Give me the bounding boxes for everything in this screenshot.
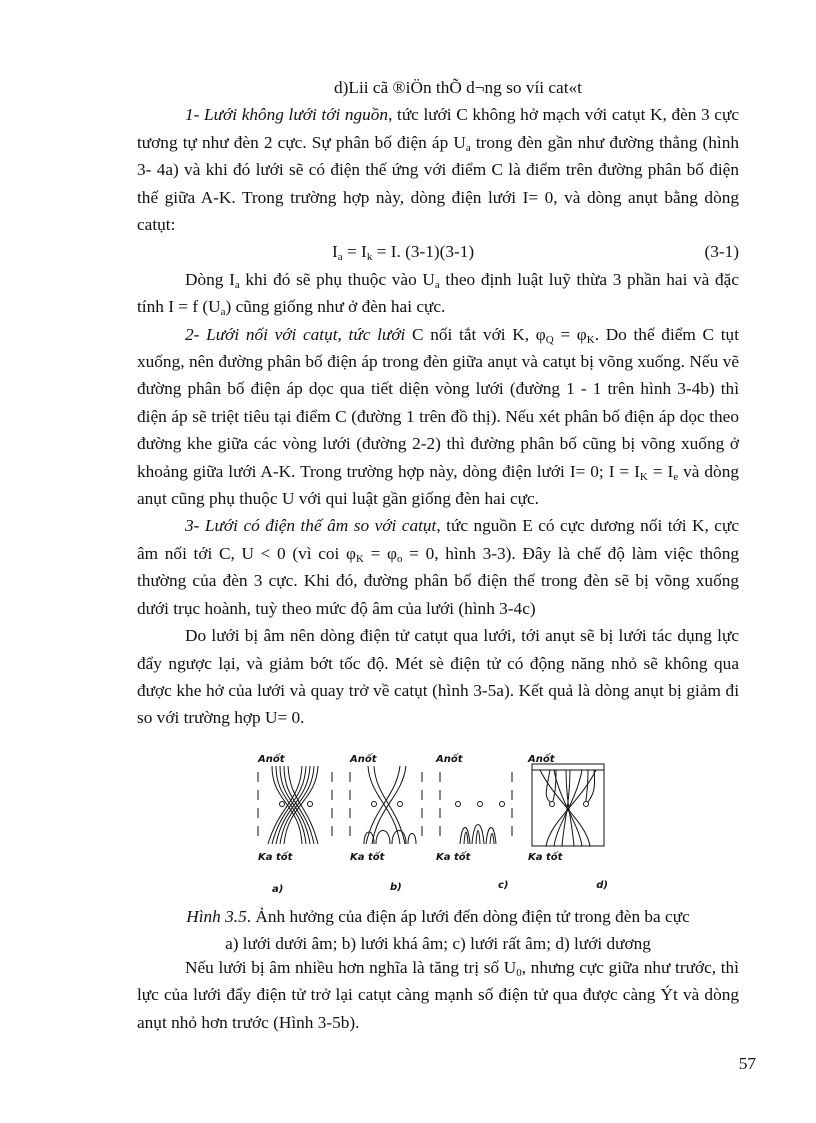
anode-label-c: Anốt: [436, 754, 463, 765]
paragraph-grid-to-cathode: 2- Lưới nối với catụt, tức lưới C nối tắt với K, $\varphi_Q = \varphi_K$. Do thế điểm C tụt xuống, nên đường phân bố điện áp trong đèn giữa anụt và catụt bị võng xuống. Nếu vẽ đường phân bố điện áp dọc qua tiết diện vòng lưới (đường 1 - 1 trên hình 3-4b) thì điện áp sẽ triệt tiêu tại điểm C (đường 1 trên đồ thị). Nếu xét phân bố điện áp dọc theo đường khe giữa các vòng lưới (đường 2-2) thì đường phân bố cũng bị võng xuống ở khoảng giữa lưới A-K. Trong trường hợp này, dòng điện lưới I= 0; $I = I_K = I_e$ và dòng anụt cũng phụ thuộc U với qui luật gần giống đèn hai cực.: [137, 324, 739, 509]
paragraph-more-negative: Nếu lưới bị âm nhiều hơn nghĩa là tăng trị số $U_0$, nhưng cực giữa như trước, thì lực của lưới đẩy điện tử trở lại catụt càng mạnh số điện tử qua được càng Ýt và dòng anụt nhỏ hơn trước (Hình 3-5b).: [137, 958, 739, 1032]
body-text-bottom: [137, 954, 739, 1036]
equation-3-1: [137, 238, 739, 265]
figure-caption: [137, 903, 739, 957]
page-number: 57: [738, 1054, 756, 1073]
figure-3-5: [250, 752, 610, 902]
panel-a-drawing: [258, 766, 332, 844]
cathode-label-d: Ka tốt: [528, 852, 563, 863]
paragraph-electron-repel: Do lưới bị âm nên dòng điện tử catụt qua lưới, tới anụt sẽ bị lưới tác dụng lực đẩy ngược lại, và giảm bớt tốc độ. Mét sè điện tử có động năng nhỏ sẽ không qua được khe hở của lưới và quay trở về catụt (hình 3-5a). Kết quả là dòng anụt bị giảm đi so với trường hợp U= 0.: [137, 626, 739, 728]
panel-b-drawing: [350, 766, 422, 844]
panel-label-a: a): [272, 884, 284, 895]
equation-body: $I_a = I_k = I$. (3-1)(3-1): [332, 242, 475, 264]
caption-line-1: Hình 3.5. Ảnh hưởng của điện áp lưới đến dòng điện tử trong đèn ba cực: [186, 907, 690, 926]
panel-d-drawing: [532, 764, 604, 846]
anode-label-a: Anốt: [258, 754, 285, 765]
panel-label-b: b): [390, 882, 402, 893]
panel-label-c: c): [498, 880, 509, 891]
paragraph-grid-negative: 3- Lưới có điện thế âm so với catụt, tức nguồn E có cực dương nối tới K, cực âm nối tới C, U < 0 (vì coi $\varphi_K = \varphi_o = 0$, hình 3-3). Đây là chế độ làm việc thông thường của đèn 3 cực. Khi đó, đường phân bố điện thế trong đèn sẽ bị võng xuống dưới trục hoành, tuỳ theo mức độ âm của lưới (hình 3-4c): [137, 516, 739, 618]
cathode-label-a: Ka tốt: [258, 852, 293, 863]
cathode-label-c: Ka tốt: [436, 852, 471, 863]
body-text-top: [137, 74, 739, 732]
caption-line-2: a) lưới dưới âm; b) lưới khá âm; c) lưới rất âm; d) lưới dương: [225, 934, 651, 953]
equation-number: (3-1): [704, 242, 739, 262]
paragraph-grid-not-connected: 1- Lưới không lưới tới nguồn, tức lưới C không hở mạch với catụt K, đèn 3 cực tương tự như đèn 2 cực. Sự phân bố điện áp $U_a$ trong đèn gần như đường thẳng (hình 3- 4a) và khi đó lưới sẽ có điện thế ứng với điểm C là điểm trên đường phân bố điện thế giữa A-K. Trong trường hợp này, dòng điện lưới I= 0, và dòng anụt bằng dòng catụt:: [137, 105, 739, 235]
cathode-label-b: Ka tốt: [350, 852, 385, 863]
panel-label-d: d): [596, 880, 608, 891]
section-heading: d)Lii cã ®iÖn thÕ d¬ng so víi cat«t: [334, 78, 582, 97]
anode-label-d: Anốt: [528, 754, 555, 765]
paragraph-anode-current: Dòng $I_a$ khi đó sẽ phụ thuộc vào $U_a$ theo định luật luỹ thừa 3 phần hai và đặc tính I = f $(U_a)$ cũng giống như ở đèn hai cực.: [137, 269, 739, 319]
figure-drawing: [250, 752, 610, 902]
panel-c-drawing: [440, 772, 512, 844]
anode-label-b: Anốt: [350, 754, 377, 765]
